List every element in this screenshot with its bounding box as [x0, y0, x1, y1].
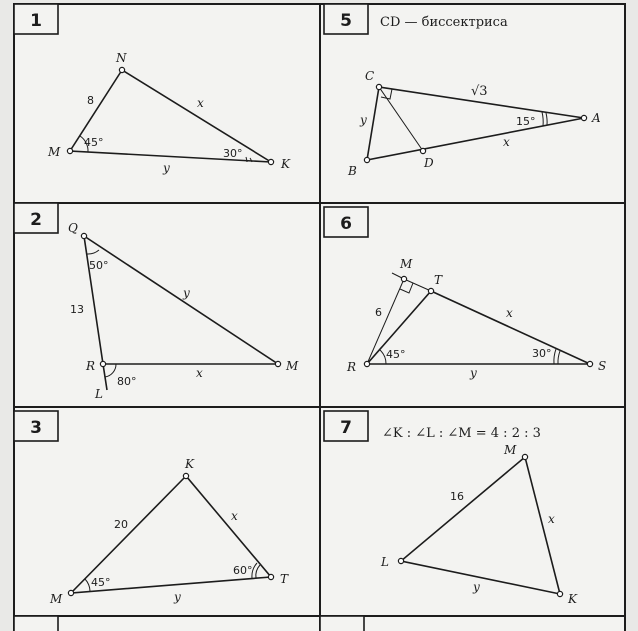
vertex-label-k: K: [568, 592, 577, 606]
side-label-rs: y: [470, 366, 477, 380]
vertex-label-m: M: [504, 443, 517, 457]
side-label-mn: 8: [87, 94, 94, 107]
side-label-nk: x: [197, 96, 204, 110]
vertex-label-b: B: [348, 164, 357, 178]
side-label-ts: x: [506, 306, 513, 320]
side-label-lk: y: [473, 580, 480, 594]
angle-label-exterior: 80°: [117, 375, 137, 388]
side-label-qm: y: [183, 286, 190, 300]
side-label-mk: x: [548, 512, 555, 526]
angle-label-m: 45°: [91, 576, 111, 589]
vertex-label-m: M: [286, 359, 299, 373]
vertex-label-a: A: [592, 111, 601, 125]
grid-frame: [14, 4, 625, 631]
angle-label-s: 30°: [532, 347, 552, 360]
problem-number: 6: [340, 214, 352, 234]
vertex-label-l: L: [381, 555, 389, 569]
vertex-label-m: M: [48, 145, 61, 159]
side-label-lm: 16: [450, 490, 464, 503]
vertex-label-m: M: [400, 257, 413, 271]
vertex-label-t: T: [280, 572, 289, 586]
side-label-rm: x: [196, 366, 203, 380]
side-label-ca: √3: [471, 84, 488, 99]
vertex-label-m: M: [50, 592, 63, 606]
vertex-label-k: K: [185, 457, 194, 471]
angle-label-t: 60°: [233, 564, 253, 577]
angle-label-a: 15°: [516, 115, 536, 128]
problem-condition: CD — биссектриса: [380, 15, 508, 30]
vertex-label-n: N: [116, 51, 127, 65]
side-label-ba: x: [503, 135, 510, 149]
vertex-label-r: R: [347, 360, 357, 374]
side-label-mk: y: [163, 161, 170, 175]
vertex-label-s: S: [598, 359, 607, 373]
problem-number: 3: [30, 418, 42, 438]
side-label-mk: 20: [114, 518, 128, 531]
problem-number: 5: [340, 11, 352, 31]
vertex-label-d: D: [424, 156, 434, 170]
side-label-mt: y: [174, 590, 181, 604]
side-label-rm: 6: [375, 306, 382, 319]
side-label-kt: x: [231, 509, 238, 523]
angle-label-m: 45°: [84, 136, 104, 149]
vertex-label-q: Q: [68, 221, 78, 235]
vertex-label-t: T: [434, 273, 443, 287]
vertex-label-r: R: [86, 359, 96, 373]
vertex-label-l: L: [95, 387, 103, 401]
problem-number: 2: [30, 210, 42, 230]
angle-label-r: 45°: [386, 348, 406, 361]
angle-label-q: 50°: [89, 259, 109, 272]
side-label-cb: y: [360, 113, 367, 127]
side-label-qr: 13: [70, 303, 84, 316]
angle-label-k: 30°: [223, 147, 243, 160]
problem-condition: ∠K : ∠L : ∠M = 4 : 2 : 3: [382, 426, 541, 441]
problem-number: 1: [30, 11, 42, 31]
problem-number: 7: [340, 418, 352, 438]
vertex-label-c: C: [365, 69, 375, 83]
vertex-label-k: K: [281, 157, 290, 171]
